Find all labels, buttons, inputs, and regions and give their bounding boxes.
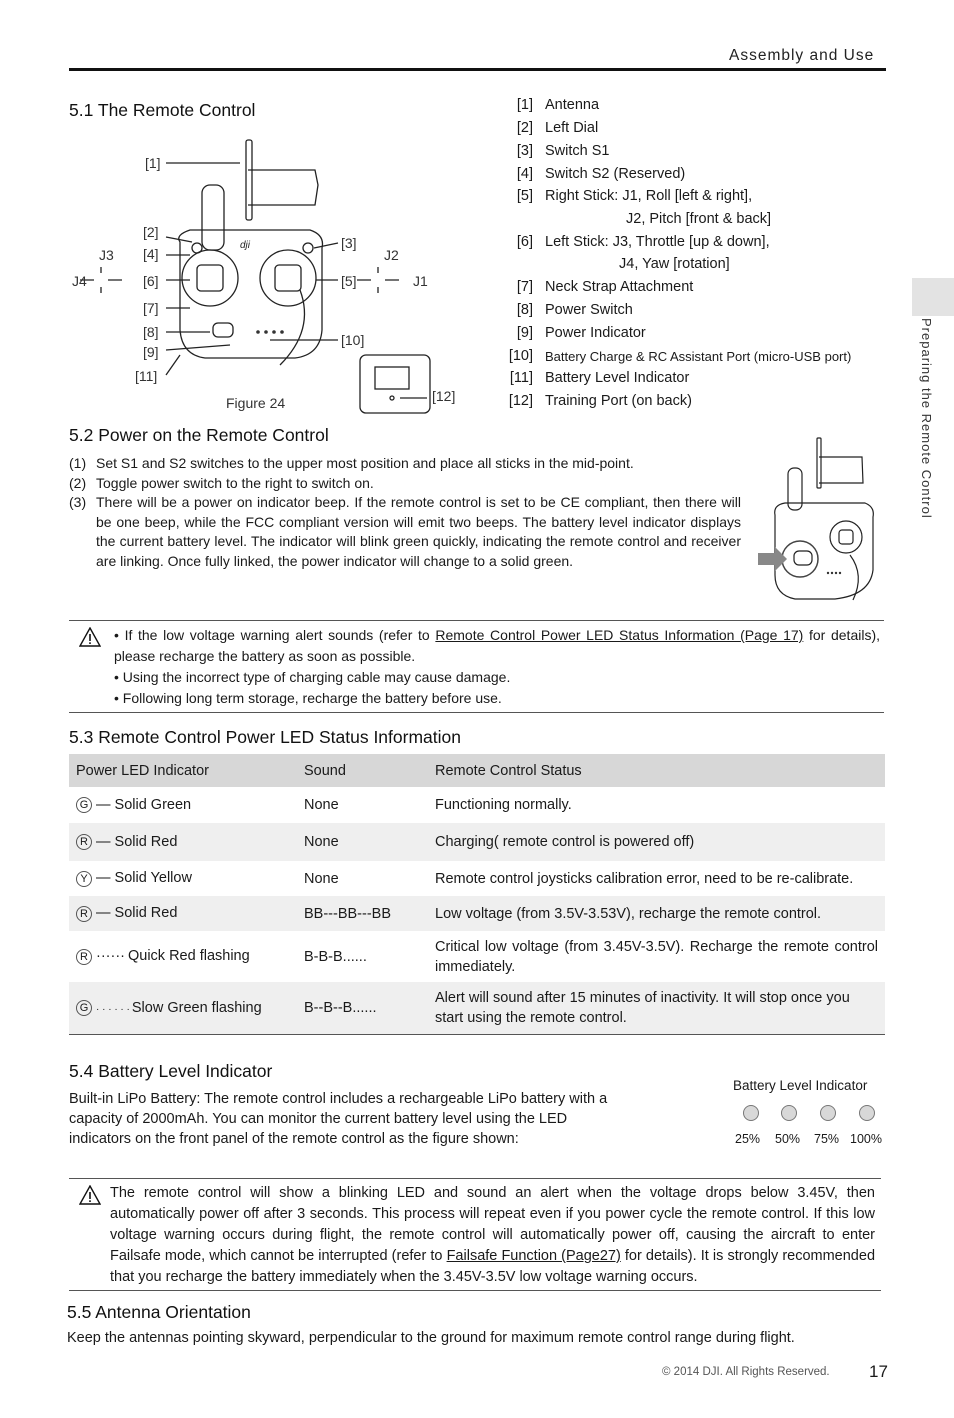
label-j3: J3: [99, 247, 114, 263]
section-5-3-title: 5.3 Remote Control Power LED Status Information: [69, 727, 461, 747]
callout-7: [7]: [143, 300, 159, 316]
battery-led-50: [781, 1105, 797, 1121]
warning-icon: [79, 1185, 101, 1205]
callout-2: [2]: [143, 224, 159, 240]
copyright: © 2014 DJI. All Rights Reserved.: [662, 1366, 830, 1378]
level-label: 100%: [850, 1132, 882, 1146]
level-label: 25%: [735, 1132, 761, 1146]
figure-caption: Figure 24: [226, 395, 286, 411]
page-number: 17: [869, 1362, 888, 1381]
power-on-notes: [69, 620, 884, 713]
led-icon: R: [76, 834, 92, 850]
step-item: (2) Toggle power switch to the right to switch on.: [69, 474, 374, 491]
led-icon: R: [76, 949, 92, 965]
col-status: Remote Control Status: [428, 754, 885, 787]
label-j4: J4: [72, 273, 87, 289]
callout-6: [6]: [143, 273, 159, 289]
table-row: G — Solid Green None Functioning normally.: [69, 787, 885, 823]
table-row: R ······ Quick Red flashing B-B-B...... Critical low voltage (from 3.45V-3.5V). Recharge the remote control immediately.: [69, 931, 885, 982]
callout-8: [8]: [143, 324, 159, 340]
power-switch-diagram: [755, 435, 885, 605]
low-voltage-warning: [69, 1178, 881, 1291]
note-storage: • Following long term storage, recharge the battery before use.: [114, 690, 502, 706]
led-icon: R: [76, 906, 92, 922]
failsafe-link[interactable]: Failsafe Function (Page27): [446, 1248, 621, 1264]
remote-control-diagram: [70, 130, 470, 420]
antenna-paragraph: Keep the antennas pointing skyward, perpendicular to the ground for maximum remote control range during flight.: [67, 1330, 795, 1346]
callout-10: [10]: [341, 332, 365, 348]
warning-icon: [79, 627, 101, 647]
led-icon: Y: [76, 871, 92, 887]
note-low-voltage: • If the low voltage warning alert sounds (refer to Remote Control Power LED Status Information (Page 17) for details), please recharge the battery as soon as possible.: [114, 627, 881, 664]
side-tab-label: Preparing the Remote Control: [919, 318, 934, 519]
table-row: R — Solid Red BB---BB---BB Low voltage (from 3.5V-3.53V), recharge the remote control.: [69, 896, 885, 931]
col-led: Power LED Indicator: [69, 754, 297, 787]
section-5-4-title: 5.4 Battery Level Indicator: [69, 1061, 273, 1081]
table-bottom-rule: [69, 1034, 885, 1035]
section-5-2-title: 5.2 Power on the Remote Control: [69, 425, 329, 445]
battery-led-25: [743, 1105, 759, 1121]
led-icon: G: [76, 797, 92, 813]
remote-control-figure: [70, 130, 470, 420]
callout-1: [1]: [145, 155, 161, 171]
battery-indicator-title: Battery Level Indicator: [733, 1078, 868, 1093]
table-row: R — Solid Red None Charging( remote control is powered off): [69, 823, 885, 861]
step-item: (3) There will be a power on indicator beep. If the remote control is set to be CE compliant, then there will be one beep, while the FCC compliant version will emit two beeps. The battery level indicator displays the current battery level. The indicator will blink green quickly, indicating the remote control and receiver are linking. Once fully linked, the power indicator will change to a solid green.: [69, 494, 741, 569]
callout-5: [5]: [341, 273, 357, 289]
section-5-5-title: 5.5 Antenna Orientation: [67, 1302, 251, 1322]
power-switch-figure: [755, 435, 885, 605]
battery-led-75: [820, 1105, 836, 1121]
step-item: (1) Set S1 and S2 switches to the upper most position and place all sticks in the mid-point.: [69, 455, 634, 471]
callout-9: [9]: [143, 344, 159, 360]
label-j1: J1: [413, 273, 428, 289]
warning-text: The remote control will show a blinking LED and sound an alert when the voltage drops below 3.45V, then automatically power off after 3 seconds. This process will repeat even if you power cycle the remote control. If this low voltage warning occurs during flight, the remote control will automatically power off, causing the aircraft to enter Failsafe mode, which cannot be interrupted (refer to Failsafe Function (Page27) for details). It is strongly recommended that you recharge the battery immediately when the 3.45V-3.5V low voltage warning occurs.: [110, 1185, 876, 1285]
svg-text:dji: dji: [240, 240, 251, 251]
led-status-table: [69, 754, 885, 1034]
led-status-link[interactable]: Remote Control Power LED Status Information (Page 17): [435, 627, 804, 643]
callout-3: [3]: [341, 235, 357, 251]
battery-led-100: [859, 1105, 875, 1121]
level-label: 75%: [814, 1132, 840, 1146]
label-j2: J2: [384, 247, 399, 263]
running-header: Assembly and Use: [729, 47, 875, 64]
col-sound: Sound: [297, 754, 428, 787]
callout-11: [11]: [135, 368, 158, 384]
callout-12: [12]: [432, 388, 456, 404]
table-row: G · · · · · · Slow Green flashing B--B--B...... Alert will sound after 15 minutes of inactivity. It will stop once you start using the remote control.: [69, 982, 885, 1034]
table-row: Y — Solid Yellow None Remote control joysticks calibration error, need to be re-calibrate.: [69, 861, 885, 896]
power-on-steps: [69, 454, 741, 571]
section-5-1-title: 5.1 The Remote Control: [69, 100, 256, 120]
led-icon: G: [76, 1000, 92, 1016]
side-tab-marker: [912, 278, 954, 316]
note-charging-cable: • Using the incorrect type of charging cable may cause damage.: [114, 669, 511, 685]
level-label: 50%: [775, 1132, 801, 1146]
table-header-row: [69, 754, 885, 787]
callout-4: [4]: [143, 246, 159, 262]
header-rule: [69, 68, 886, 71]
battery-paragraph: Built-in LiPo Battery: The remote control includes a rechargeable LiPo battery with a capacity of 2000mAh. You can monitor the current battery level using the LED indicators on the front panel of the remote control as the figure shown:: [69, 1091, 608, 1147]
